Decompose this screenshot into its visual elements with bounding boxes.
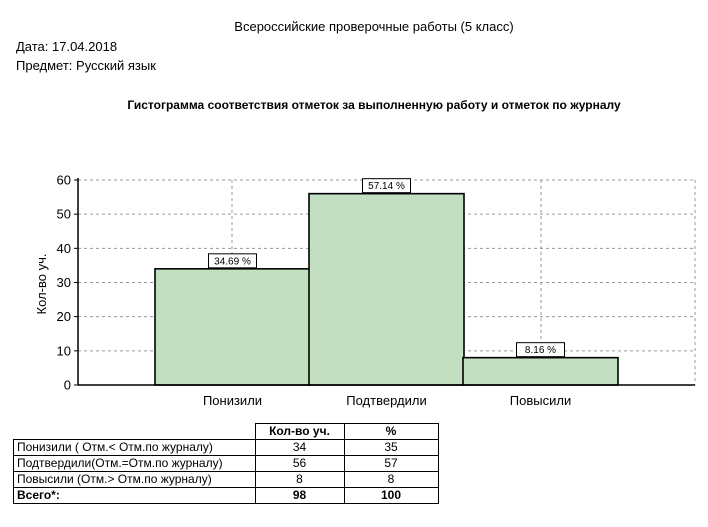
- row-count: 34: [255, 440, 344, 456]
- y-tick-label: 30: [56, 275, 71, 290]
- row-percent: 35: [344, 440, 438, 456]
- row-label: Повысили (Отм.> Отм.по журналу): [14, 472, 256, 488]
- row-percent: 57: [344, 456, 438, 472]
- row-count: 8: [255, 472, 344, 488]
- total-count: 98: [255, 488, 344, 504]
- y-tick-label: 50: [56, 206, 71, 222]
- y-axis-label: Кол-во уч.: [34, 253, 49, 315]
- table-row: [14, 456, 439, 472]
- bar: [463, 358, 618, 385]
- data-label: 8.16 %: [524, 345, 557, 357]
- row-percent: 8: [344, 472, 438, 488]
- total-percent: 100: [344, 488, 438, 504]
- total-label: Всего*:: [14, 488, 256, 504]
- table-row: [14, 472, 439, 488]
- data-label: 34.69 %: [214, 256, 251, 268]
- x-tick-label: Повысили: [509, 393, 572, 408]
- report-subject: Предмет: Русский язык: [16, 58, 156, 73]
- bar: [309, 194, 464, 385]
- y-tick-label: 40: [56, 240, 71, 256]
- report-date: Дата: 17.04.2018: [16, 39, 118, 54]
- y-tick-label: 60: [56, 172, 71, 188]
- y-tick-label: 20: [56, 309, 71, 325]
- report-title: Всероссийские проверочные работы (5 класс): [234, 19, 514, 34]
- table-header-percent: %: [344, 424, 438, 440]
- x-tick-label: Подтвердили: [346, 393, 427, 408]
- table-header-count: Кол-во уч.: [255, 424, 344, 440]
- y-tick-label: 0: [63, 377, 71, 393]
- table-row: [14, 440, 439, 456]
- bar: [155, 269, 310, 385]
- x-tick-label: Понизили: [202, 393, 263, 408]
- data-label: 57.14 %: [368, 181, 405, 193]
- row-label: Понизили ( Отм.< Отм.по журналу): [14, 440, 256, 456]
- y-tick-label: 10: [56, 343, 71, 359]
- table-corner: [14, 424, 256, 440]
- row-label: Подтвердили(Отм.=Отм.по журналу): [14, 456, 256, 472]
- summary-table: [13, 423, 439, 504]
- table-header-row: [14, 424, 439, 440]
- table-total-row: [14, 488, 439, 504]
- chart-title: Гистограмма соответствия отметок за выполненную работу и отметок по журналу: [127, 98, 621, 112]
- row-count: 56: [255, 456, 344, 472]
